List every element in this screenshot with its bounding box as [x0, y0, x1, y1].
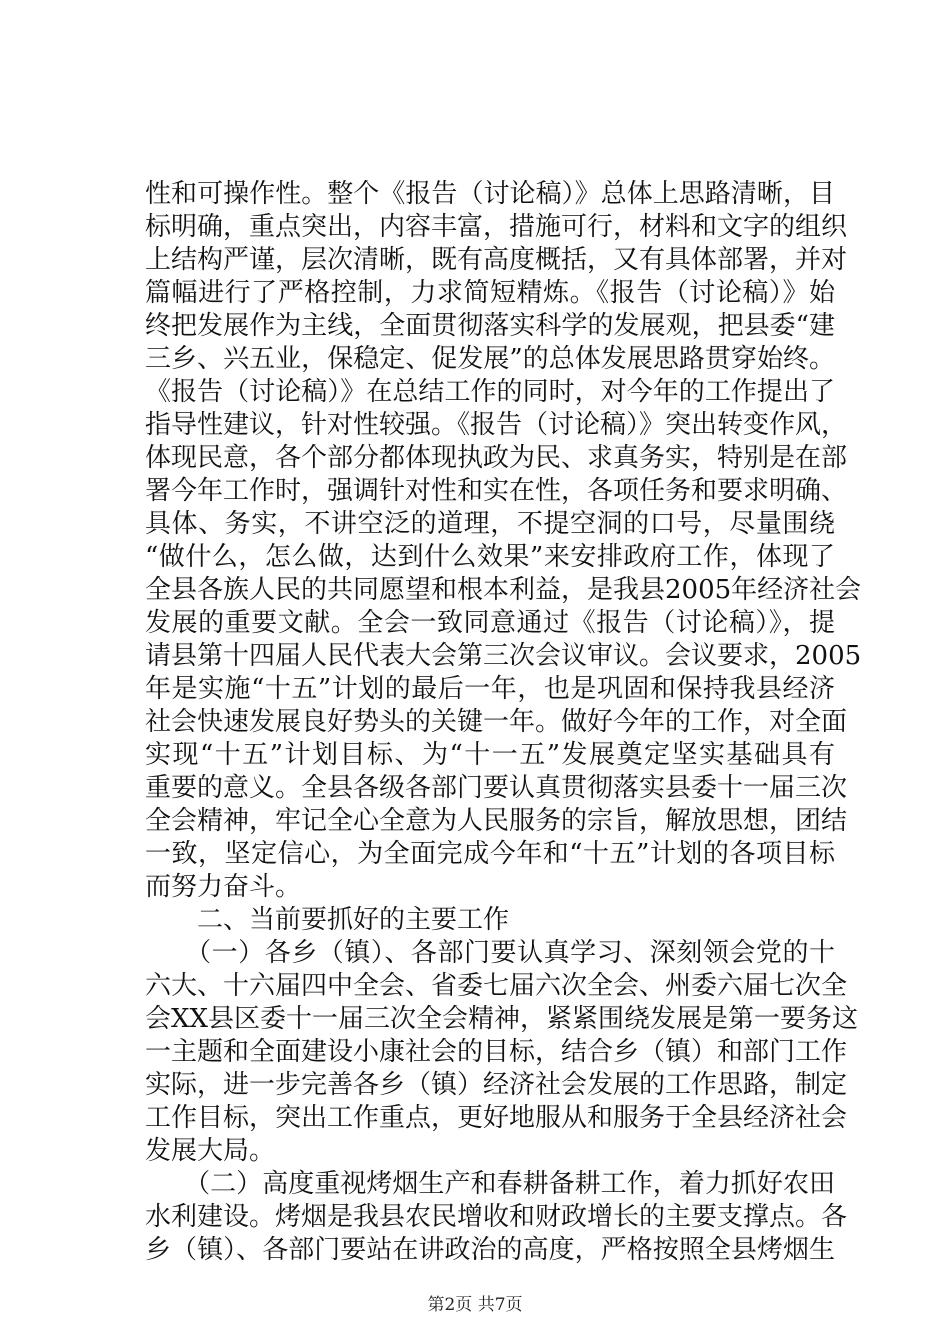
text-line: 而努力奋斗。 — [145, 872, 302, 902]
text-line: 标明确，重点突出，内容丰富，措施可行，材料和文字的组织 — [145, 212, 848, 242]
text-line: （一）各乡（镇）、各部门要认真学习、深刻领会党的十 — [145, 938, 835, 968]
text-line: 指导性建议，针对性较强。《报告（讨论稿）》突出转变作风， — [145, 410, 848, 440]
text-line: 工作目标，突出工作重点，更好地服从和服务于全县经济社会 — [145, 1103, 848, 1133]
text-line: 水利建设。烤烟是我县农民增收和财政增长的主要支撑点。各 — [145, 1202, 848, 1232]
text-line: 上结构严谨，层次清晰，既有高度概括，又有具体部署，并对 — [145, 245, 848, 275]
text-line: 一致，坚定信心，为全面完成今年和“十五”计划的各项目标 — [145, 839, 835, 869]
page-number-footer: 第2页 共7页 — [427, 1295, 523, 1315]
text-line: 乡（镇）、各部门要站在讲政治的高度，严格按照全县烤烟生 — [145, 1235, 835, 1265]
text-line: 实现“十五”计划目标、为“十一五”发展奠定坚实基础具有 — [145, 740, 835, 770]
text-line: 体现民意，各个部分都体现执政为民、求真务实，特别是在部 — [145, 443, 848, 473]
text-line: 一主题和全面建设小康社会的目标，结合乡（镇）和部门工作 — [145, 1037, 848, 1067]
text-line: “做什么，怎么做，达到什么效果”来安排政府工作，体现了 — [145, 542, 835, 572]
text-line: 请县第十四届人民代表大会第三次会议审议。会议要求，2005 — [145, 641, 862, 671]
text-line: 六大、十六届四中全会、省委七届六次全会、州委六届七次全 — [145, 971, 848, 1001]
text-line: 《报告（讨论稿）》在总结工作的同时，对今年的工作提出了 — [145, 377, 835, 407]
text-line: 具体、务实，不讲空泛的道理，不提空洞的口号，尽量围绕 — [145, 509, 835, 539]
text-line: 社会快速发展良好势头的关键一年。做好今年的工作，对全面 — [145, 707, 848, 737]
text-line: 年是实施“十五”计划的最后一年，也是巩固和保持我县经济 — [145, 674, 835, 704]
text-line: 会XX县区委十一届三次全会精神，紧紧围绕发展是第一要务这 — [145, 1004, 859, 1034]
text-line: 实际，进一步完善各乡（镇）经济社会发展的工作思路，制定 — [145, 1070, 848, 1100]
text-line: （二）高度重视烤烟生产和春耕备耕工作，着力抓好农田 — [145, 1169, 835, 1199]
text-line: 性和可操作性。整个《报告（讨论稿）》总体上思路清晰，目 — [145, 179, 835, 209]
text-line: 篇幅进行了严格控制，力求简短精炼。《报告（讨论稿）》始 — [145, 278, 835, 308]
text-line: 发展大局。 — [145, 1136, 276, 1166]
text-line: 全会精神，牢记全心全意为人民服务的宗旨，解放思想，团结 — [145, 806, 848, 836]
section-heading: 二、当前要抓好的主要工作 — [145, 905, 510, 935]
text-line: 发展的重要文献。全会一致同意通过《报告（讨论稿）》，提 — [145, 608, 835, 638]
text-line: 重要的意义。全县各级各部门要认真贯彻落实县委十一届三次 — [145, 773, 848, 803]
text-line: 全县各族人民的共同愿望和根本利益，是我县2005年经济社会 — [145, 575, 862, 605]
text-line: 署今年工作时，强调针对性和实在性，各项任务和要求明确、 — [145, 476, 848, 506]
text-line: 终把发展作为主线，全面贯彻落实科学的发展观，把县委“建 — [145, 311, 835, 341]
text-line: 三乡、兴五业，保稳定、促发展”的总体发展思路贯穿始终。 — [145, 344, 835, 374]
